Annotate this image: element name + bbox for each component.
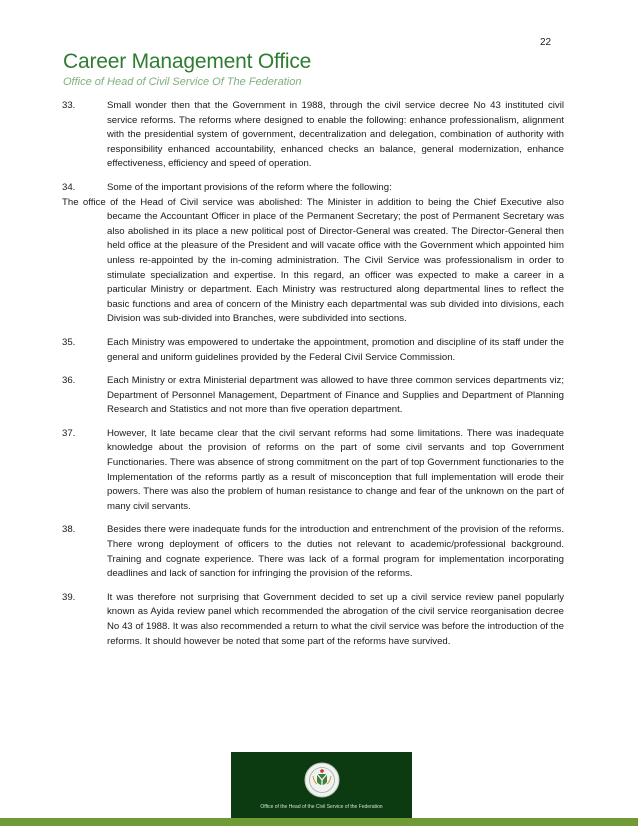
footer-text: Office of the Head of the Civil Service of the Federation bbox=[260, 804, 383, 810]
paragraph-number: 34. bbox=[62, 181, 76, 193]
coat-of-arms-seal-icon bbox=[304, 762, 340, 798]
paragraph-number: 35. bbox=[62, 336, 76, 348]
paragraph-number: 39. bbox=[62, 591, 76, 603]
paragraph-36 bbox=[62, 374, 564, 418]
paragraph-number: 38. bbox=[62, 524, 76, 536]
paragraph-34-provisions bbox=[62, 196, 564, 327]
paragraph-text: Some of the important provisions of the reform where the following: bbox=[107, 181, 392, 193]
page-subtitle: Office of Head of Civil Service Of The Federation bbox=[63, 76, 302, 88]
document-body bbox=[62, 99, 564, 658]
paragraph-38 bbox=[62, 523, 564, 581]
paragraph-number: 33. bbox=[62, 100, 76, 111]
page-title: Career Management Office bbox=[63, 50, 312, 73]
paragraph-text: Each Ministry or extra Ministerial department was allowed to have three common services departments viz; Department of Personnel Management, Department of Finance and Supplies and Department of Planning Research and Statistics and not more than five operation department. bbox=[107, 375, 564, 416]
paragraph-39 bbox=[62, 591, 564, 649]
page-number: 22 bbox=[540, 37, 552, 48]
paragraph-text: However, It late became clear that the civil servant reforms had some limitations. There was inadequate knowledge about the provision of reforms on the part of some civil servants and top Government Functionaries. There was absence of strong commitment on the part of top Government functionaries to the Implementation of the reforms partly as a result of misconception that full implementation will erode their powers. There was also the problem of human resistance to change and fear of the unknown on the part of many civil servants. bbox=[107, 427, 564, 512]
paragraph-text: The office of the Head of Civil service was abolished: The Minister in addition to being the Chief Executive also became the Accountant Officer in place of the Permanent Secretary; the post of Permanent Secretary was also abolished in its place a new political post of Director-General was created. The Director-General then held office at the pleasure of the President and will vacate office with the Government which appointed him unless re-appointed by the in-coming administration. The Civil Service was professionalism in order to stimulate specialization and expertise. In this regard, an officer was expected to make a career in a particular Ministry or department. Each Ministry was restructured along departmental lines to reflect the basic functions and area of concern of the Ministry each departmental was sub divided into divisions, each Division was sub-divided into Branches, were subdivided into sections. bbox=[62, 196, 564, 325]
paragraph-text: It was therefore not surprising that Government decided to set up a civil service review panel popularly known as Ayida review panel which recommended the abrogation of the civil service reorganisation decree No 43 of 1988. It was also recommended a return to what the civil service was before the introduction of the reforms. It should however be noted that some part of the reforms have survived. bbox=[107, 591, 564, 647]
paragraph-text: Small wonder then that the Government in 1988, through the civil service decree No 43 instituted civil service reforms. The reforms where designed to enable the following: enhance professionalism, alignment with the presidential system of government, decentralization and delegation, combination of authority with responsibility enhanced accountability, enhanced checks an balance, general modernization, enhance effectiveness, efficiency and speed of operation. bbox=[107, 100, 564, 170]
paragraph-number: 37. bbox=[62, 427, 76, 439]
paragraph-34 bbox=[62, 181, 564, 196]
paragraph-text: Besides there were inadequate funds for the introduction and entrenchment of the provision of the reforms. There wrong deployment of officers to the duties not relevant to academic/professional background. Training and cognate experience. There was lack of a formal program for implementation incorporating deadlines and lack of sanction for infringing the provision of the reforms. bbox=[107, 524, 564, 580]
paragraph-37 bbox=[62, 427, 564, 515]
footer-bar bbox=[0, 818, 638, 826]
paragraph-number: 36. bbox=[62, 375, 76, 387]
paragraph-33 bbox=[62, 99, 564, 172]
footer-emblem-panel bbox=[231, 752, 412, 826]
paragraph-text: Each Ministry was empowered to undertake the appointment, promotion and discipline of its staff under the general and uniform guidelines provided by the Federal Civil Service Commission. bbox=[107, 336, 564, 363]
paragraph-35 bbox=[62, 336, 564, 365]
